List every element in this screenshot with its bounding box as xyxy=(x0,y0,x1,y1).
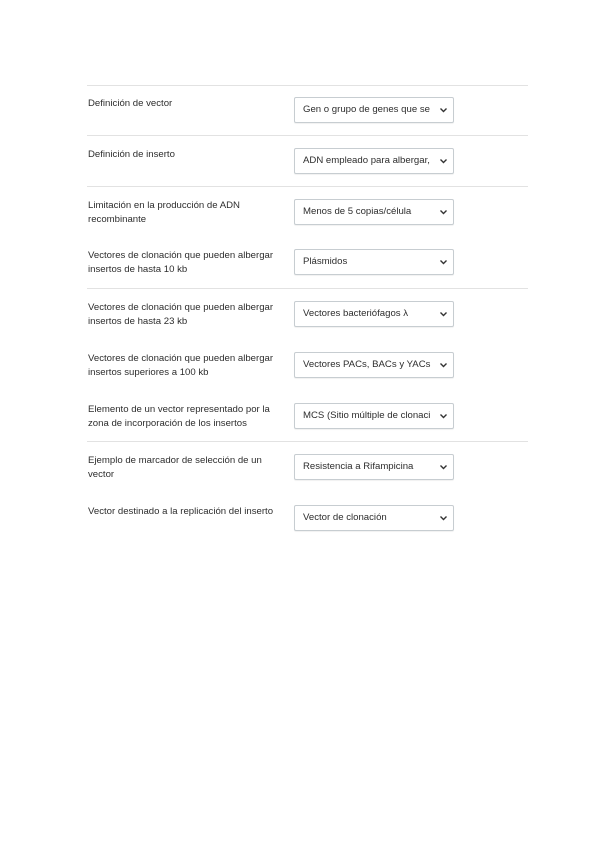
answer-selected-value: Plásmidos xyxy=(303,256,348,267)
answer-dropdown[interactable] xyxy=(294,199,454,225)
question-label: Definición de vector xyxy=(88,98,173,109)
answer-dropdown[interactable] xyxy=(294,97,454,123)
divider xyxy=(87,441,528,442)
answer-selected-value: MCS (Sitio múltiple de clonaci xyxy=(303,410,431,421)
answer-selected-value: Gen o grupo de genes que se xyxy=(303,104,430,115)
divider xyxy=(87,186,528,187)
answer-selected-value: Resistencia a Rifampicina xyxy=(303,461,414,472)
chevron-down-icon xyxy=(439,361,448,369)
chevron-down-icon xyxy=(439,310,448,318)
answer-selected-value: Vectores PACs, BACs y YACs xyxy=(303,359,431,370)
question-label: Vectores de clonación que pueden albergar insertos de hasta 10 kb xyxy=(88,250,274,275)
answer-selected-value: ADN empleado para albergar, xyxy=(303,155,430,166)
divider xyxy=(87,135,528,136)
answer-dropdown[interactable] xyxy=(294,454,454,480)
divider xyxy=(87,288,528,289)
question-label: Vector destinado a la replicación del inserto xyxy=(88,506,274,517)
answer-selected-value: Vector de clonación xyxy=(303,512,387,523)
divider xyxy=(87,85,528,86)
chevron-down-icon xyxy=(439,412,448,420)
answer-selected-value: Vectores bacteriófagos λ xyxy=(303,308,409,319)
question-label: Ejemplo de marcador de selección de un vector xyxy=(88,455,262,480)
answer-dropdown[interactable] xyxy=(294,505,454,531)
answer-dropdown[interactable] xyxy=(294,148,454,174)
answer-dropdown[interactable] xyxy=(294,301,454,327)
question-label: Vectores de clonación que pueden albergar insertos superiores a 100 kb xyxy=(88,353,274,378)
question-label: Definición de inserto xyxy=(88,149,175,160)
answer-dropdown[interactable] xyxy=(294,352,454,378)
answer-selected-value: Menos de 5 copias/célula xyxy=(303,206,412,217)
chevron-down-icon xyxy=(439,463,448,471)
chevron-down-icon xyxy=(439,258,448,266)
chevron-down-icon xyxy=(439,514,448,522)
answer-dropdown[interactable] xyxy=(294,249,454,275)
question-label: Vectores de clonación que pueden albergar insertos de hasta 23 kb xyxy=(88,302,274,327)
answer-dropdown[interactable] xyxy=(294,403,454,429)
chevron-down-icon xyxy=(439,157,448,165)
chevron-down-icon xyxy=(439,106,448,114)
chevron-down-icon xyxy=(439,208,448,216)
question-label: Limitación en la producción de ADN recombinante xyxy=(88,200,240,225)
question-label: Elemento de un vector representado por la zona de incorporación de los insertos xyxy=(88,404,270,429)
